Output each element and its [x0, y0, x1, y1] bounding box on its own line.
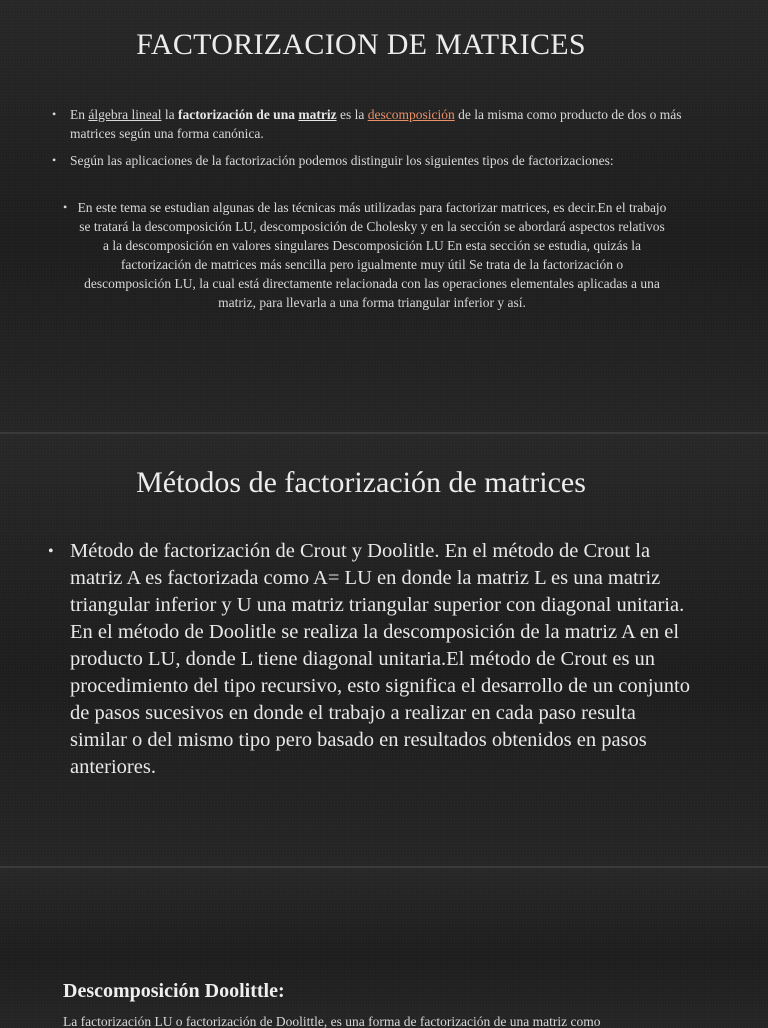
- slide-3-title: Descomposición Doolittle:: [63, 980, 285, 1002]
- bullet-types: [52, 151, 710, 170]
- bullet-crout-doolitle: [48, 538, 690, 781]
- slide-2-title: Métodos de factorización de matrices: [136, 466, 586, 499]
- bullet-marker: •: [52, 107, 57, 121]
- link-matriz[interactable]: matriz: [298, 107, 337, 122]
- bullet-marker: •: [48, 543, 54, 560]
- slide-1-title: FACTORIZACION DE MATRICES: [136, 28, 586, 61]
- slide-2: [0, 434, 768, 866]
- bullet-types-text: Según las aplicaciones de la factorización podemos distinguir los siguientes tipos de factorizaciones:: [70, 153, 614, 168]
- slide-3-text: La factorización LU o factorización de Doolittle, es una forma de factorización de una matriz como: [63, 1014, 601, 1028]
- bullet-marker: •: [52, 153, 57, 167]
- slide-1: [0, 0, 768, 432]
- bullet-definition: • En álgebra lineal la factorización de una matriz es la descomposición de la misma como producto de dos o más matrices según una forma canónica.: [52, 107, 682, 141]
- link-algebra-lineal[interactable]: álgebra lineal: [88, 107, 162, 122]
- sub-bullet-techniques: [63, 198, 668, 312]
- bullet-marker: •: [63, 200, 68, 214]
- link-descomposicion[interactable]: descomposición: [367, 107, 455, 122]
- sub-bullet-techniques-text: En este tema se estudian algunas de las técnicas más utilizadas para factorizar matrices, es decir.En el trabajo se tratará la descomposición LU, descomposición de Cholesky y en la sección se abordará aspectos relativos a la descomposición en valores singulares Descomposición LU En esta sección se estudia, quizás la factorización de matrices más sencilla pero igualmente muy útil Se trata de la factorización o descomposición LU, la cual está directamente relacionada con las operaciones elementales aplicadas a una matriz, para llevarla a una forma triangular inferior y así.: [77, 200, 667, 310]
- bullet-crout-doolitle-text: Método de factorización de Crout y Doolitle. En el método de Crout la matriz A es factorizada como A= LU en donde la matriz L es una matriz triangular inferior y U una matriz triangular superior con diagonal unitaria. En el método de Doolitle se realiza la descomposición de la matriz A en el producto LU, donde L tiene diagonal unitaria.El método de Crout es un procedimiento del tipo recursivo, esto significa el desarrollo de un conjunto de pasos sucesivos en donde el trabajo a realizar en cada paso resulta similar o del mismo tipo pero basado en resultados obtenidos en pasos anteriores.: [70, 540, 690, 778]
- bold-factorizacion: factorización de una: [177, 107, 299, 122]
- slide-3: [0, 868, 768, 1028]
